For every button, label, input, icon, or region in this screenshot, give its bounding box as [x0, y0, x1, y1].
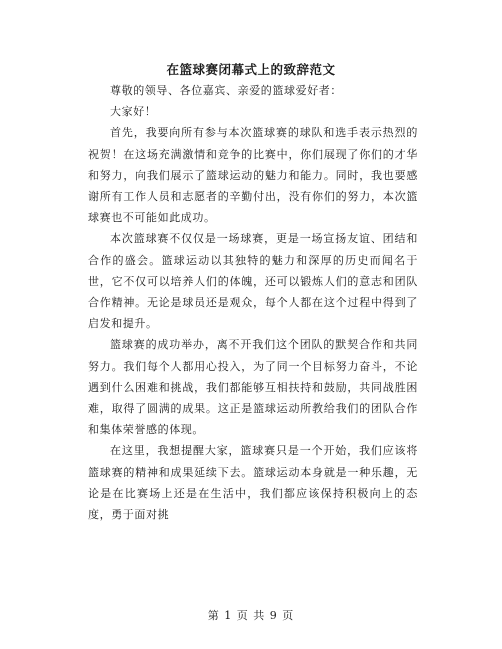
greeting: 大家好！	[110, 105, 157, 119]
document-body	[88, 80, 418, 525]
page-number-footer: 第 1 页 共 9 页	[207, 609, 295, 622]
body-paragraph-1: 首先，我要向所有参与本次篮球赛的球队和选手表示热烈的祝贺！在这场充满激情和竞争的比赛中，你们展现了你们的才华和努力，向我们展示了篮球运动的魅力和能力。同时，我也要感谢所有工作人员和志愿者的辛勤付出，没有你们的努力，本次篮球赛也不可能如此成功。	[88, 126, 418, 225]
body-paragraph-2: 本次篮球赛不仅仅是一场球赛，更是一场宣扬友谊、团结和合作的盛会。篮球运动以其独特的魅力和深厚的历史而闻名于世，它不仅可以培养人们的体魄，还可以锻炼人们的意志和团队合作精神。无论是球员还是观众，每个人都在这个过程中得到了启发和提升。	[88, 232, 418, 331]
body-paragraph-3: 篮球赛的成功举办，离不开我们这个团队的默契合作和共同努力。我们每个人都用心投入，为了同一个目标努力奋斗，不论遇到什么困难和挑战，我们都能够互相扶持和鼓励，共同战胜困难，取得了圆满的成果。这正是篮球运动所教给我们的团队合作和集体荣誉感的体现。	[88, 338, 418, 437]
body-paragraph-4: 在这里，我想提醒大家，篮球赛只是一个开始，我们应该将篮球赛的精神和成果延续下去。篮球运动本身就是一种乐趣，无论是在比赛场上还是在生活中，我们都应该保持积极向上的态度，勇于面对挑	[88, 444, 418, 522]
salutation: 尊敬的领导、各位嘉宾、亲爱的篮球爱好者：	[110, 84, 342, 97]
document-title: 在篮球赛闭幕式上的致辞范文	[166, 62, 336, 77]
